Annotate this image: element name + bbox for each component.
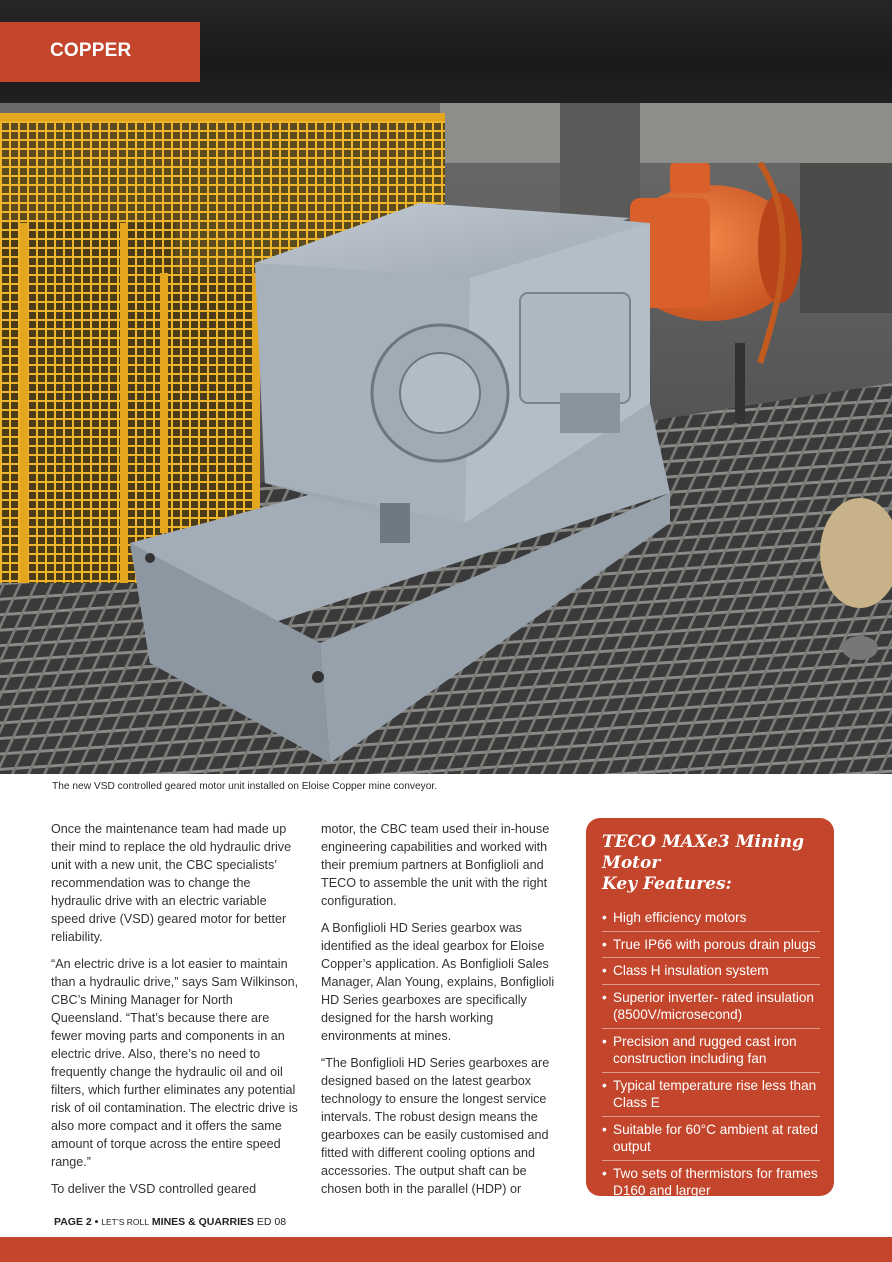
footer-bullet: • xyxy=(94,1216,99,1228)
page-footer xyxy=(54,1216,286,1228)
series-name: LET’S ROLL xyxy=(101,1217,149,1227)
feature-item: • Superior inverter- rated insulation (8500V/microsecond) xyxy=(602,984,820,1024)
paragraph: “An electric drive is a lot easier to maintain than a hydraulic drive,” says Sam Wilkinson, CBC’s Mining Manager for North Queensland. “That’s because there are fewer moving parts and components in an electric drive. Also, there’s no need to frequently change the hydraulic oil and oil filters, which further eliminates any potential risk of oil contamination. The electric drive is also more compact and it offers the same amount of torque across the entire speed range.” xyxy=(51,957,299,1169)
features-box xyxy=(586,818,834,1196)
features-title xyxy=(602,832,820,895)
features-title-line-2: Key Features: xyxy=(602,874,732,894)
features-list xyxy=(602,909,820,1200)
feature-item: • Typical temperature rise less than Class E xyxy=(602,1072,820,1112)
article-column-1 xyxy=(51,820,299,1207)
article-column-2 xyxy=(321,820,569,1207)
paragraph: To deliver the VSD controlled geared xyxy=(51,1182,257,1196)
photo-caption: The new VSD controlled geared motor unit installed on Eloise Copper mine conveyor. xyxy=(52,781,438,792)
feature-item: • High efficiency motors xyxy=(602,909,820,927)
page-number: PAGE 2 xyxy=(54,1216,92,1228)
paragraph: Once the maintenance team had made up their mind to replace the old hydraulic drive unit with a new unit, the CBC specialists’ recommendation was to change the hydraulic drive with an electric variable speed drive (VSD) geared motor for better reliability. xyxy=(51,822,292,944)
paragraph: “The Bonfiglioli HD Series gearboxes are designed based on the latest gearbox technology to ensure the longest service intervals. The robust design means the gearboxes can be easily customised and fitted with different cooling options and accessories. The output shaft can be chosen both in the parallel (HDP) or xyxy=(321,1056,550,1196)
feature-item: • Suitable for 60°C ambient at rated output xyxy=(602,1116,820,1156)
features-title-line-1: TECO MAXe3 Mining Motor xyxy=(602,832,804,873)
feature-item: • Two sets of thermistors for frames D160 and larger xyxy=(602,1160,820,1200)
feature-item: • True IP66 with porous drain plugs xyxy=(602,931,820,954)
bottom-bar xyxy=(0,1237,892,1262)
feature-item: • Class H insulation system xyxy=(602,957,820,980)
publication-name: MINES & QUARRIES xyxy=(151,1216,254,1228)
gearbox-photo xyxy=(0,103,892,774)
feature-item: • Precision and rugged cast iron construction including fan xyxy=(602,1028,820,1068)
edition: ED 08 xyxy=(256,1216,287,1228)
paragraph: motor, the CBC team used their in-house engineering capabilities and worked with their premium partners at Bonfiglioli and TECO to assemble the unit with the right configuration. xyxy=(321,822,550,908)
section-label: COPPER xyxy=(0,22,200,82)
paragraph: A Bonfiglioli HD Series gearbox was identified as the ideal gearbox for Eloise Copper’s application. As Bonfiglioli Sales Manager, Alan Young, explains, Bonfiglioli HD Series gearboxes are specifically designed for the harsh working environments at mines. xyxy=(321,921,555,1043)
